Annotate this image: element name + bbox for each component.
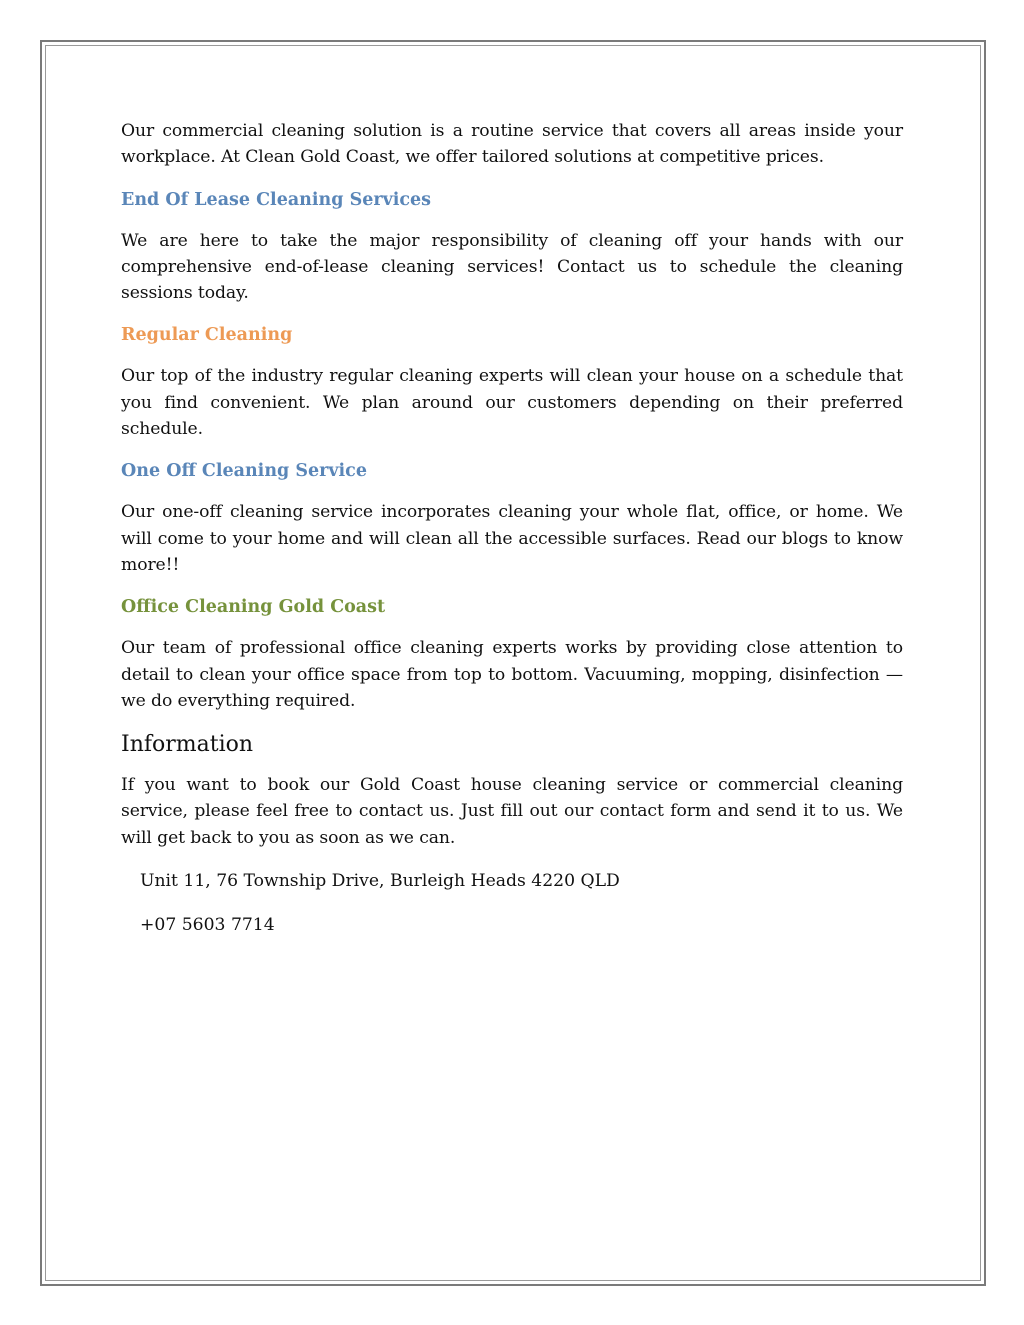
information-paragraph: If you want to book our Gold Coast house cleaning service or commercial cleaning service, please feel free to contact us. Just fill out our contact form and send it to us. We will get back to you as soon as we can.: [121, 775, 903, 848]
paragraph-end-of-lease: We are here to take the major responsibility of cleaning off your hands with our comprehensive end-of-lease cleaning services! Contact us to schedule the cleaning sessions today.: [121, 230, 903, 304]
contact-address: Unit 11, 76 Township Drive, Burleigh Heads 4220 QLD: [140, 871, 620, 892]
heading-regular-cleaning: Regular Cleaning: [121, 325, 293, 346]
heading-office-cleaning: Office Cleaning Gold Coast: [121, 597, 386, 618]
intro-paragraph: Our commercial cleaning solution is a routine service that covers all areas inside your workplace. At Clean Gold Coast, we offer tailored solutions at competitive prices.: [121, 121, 903, 168]
heading-end-of-lease: End Of Lease Cleaning Services: [121, 189, 432, 210]
paragraph-regular-cleaning: Our top of the industry regular cleaning experts will clean your house on a schedule that you find convenient. We plan around our customers depending on their preferred schedule.: [121, 366, 903, 440]
contact-phone: +07 5603 7714: [140, 915, 275, 936]
document-body: [121, 118, 903, 955]
information-title: Information: [121, 732, 254, 758]
heading-one-off-cleaning: One Off Cleaning Service: [121, 461, 367, 482]
paragraph-office-cleaning: Our team of professional office cleaning experts works by providing close attention to detail to clean your office space from top to bottom. Vacuuming, mopping, disinfection — we do everything required.: [121, 638, 903, 711]
paragraph-one-off-cleaning: Our one-off cleaning service incorporates cleaning your whole flat, office, or home. We will come to your home and will clean all the accessible surfaces. Read our blogs to know more!!: [121, 502, 903, 575]
